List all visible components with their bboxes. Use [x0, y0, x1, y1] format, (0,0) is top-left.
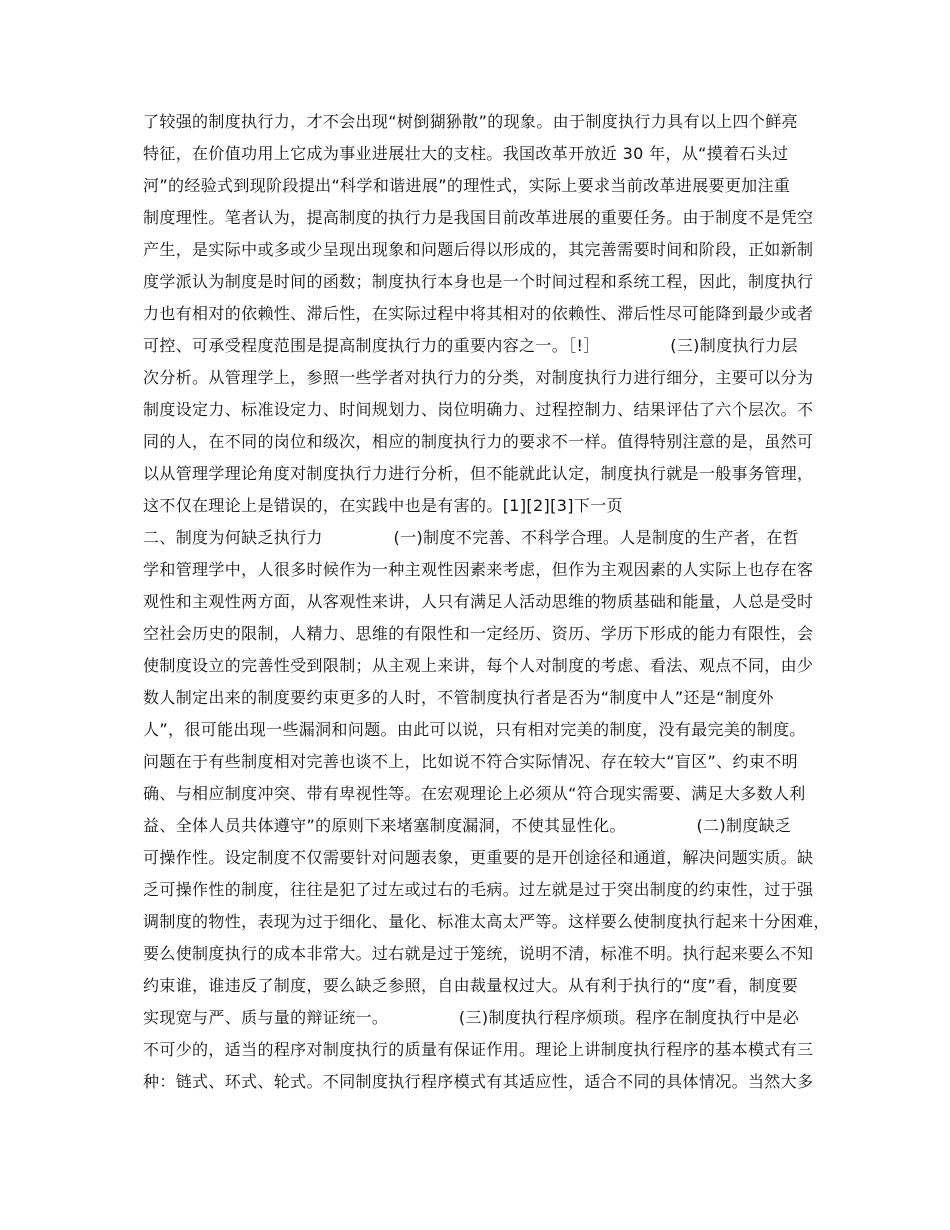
- text-line: 这不仅在理论上是错误的，在实践中也是有害的。[1][2][3]下一页: [143, 496, 623, 515]
- text-line: 实现宽与严、质与量的辩证统一。 (三)制度执行程序烦琐。程序在制度执行中是必: [143, 1008, 800, 1027]
- text-line: 可操作性。设定制度不仅需要针对问题表象，更重要的是开创途径和通道，解决问题实质。缺: [143, 848, 814, 867]
- text-line: 不可少的，适当的程序对制度执行的质量有保证作用。理论上讲制度执行程序的基本模式有三: [143, 1040, 814, 1059]
- text-line: 制度理性。笔者认为，提高制度的执行力是我国目前改革进展的重要任务。由于制度不是凭空: [143, 208, 814, 227]
- text-line: 以从管理学理论角度对制度执行力进行分析，但不能就此认定，制度执行就是一般事务管理，: [143, 464, 814, 483]
- text-line: 特征，在价值功用上它成为事业进展壮大的支柱。我国改革开放近 30 年，从“摸着石头过: [143, 144, 789, 163]
- text-line: 人”，很可能出现一些漏洞和问题。由此可以说，只有相对完美的制度，没有最完美的制度。: [143, 720, 806, 739]
- text-line: 使制度设立的完善性受到限制；从主观上来讲，每个人对制度的考虑、看法、观点不同，由少: [143, 656, 814, 675]
- text-line: 问题在于有些制度相对完善也谈不上，比如说不符合实际情况、存在较大“盲区”、约束不明: [143, 752, 798, 771]
- text-line: 益、全体人员共体遵守”的原则下来堵塞制度漏洞，不使其显性化。 (二)制度缺乏: [143, 816, 792, 835]
- text-line: 数人制定出来的制度要约束更多的人时，不管制度执行者是否为“制度中人”还是“制度外: [143, 688, 774, 707]
- text-line: 约束谁，谁违反了制度，要么缺乏参照，自由裁量权过大。从有利于执行的“度”看，制度要: [143, 976, 798, 995]
- text-line: 观性和主观性两方面，从客观性来讲，人只有满足人活动思维的物质基础和能量，人总是受时: [143, 592, 814, 611]
- text-line: 可控、可承受程度范围是提高制度执行力的重要内容之一。［!］ (三)制度执行力层: [143, 336, 798, 355]
- text-line: 力也有相对的依赖性、滞后性，在实际过程中将其相对的依赖性、滞后性尽可能降到最少或者: [143, 304, 814, 323]
- text-line: 种：链式、环式、轮式。不同制度执行程序模式有其适应性，适合不同的具体情况。当然大多: [143, 1072, 814, 1091]
- text-line: 同的人，在不同的岗位和级次，相应的制度执行力的要求不一样。值得特别注意的是，虽然可: [143, 432, 814, 451]
- text-line: 学和管理学中，人很多时候作为一种主观性因素来考虑，但作为主观因素的人实际上也存在客: [143, 560, 814, 579]
- text-line: 调制度的物性，表现为过于细化、量化、标准太高太严等。这样要么使制度执行起来十分困难，: [143, 912, 830, 931]
- text-line: 了较强的制度执行力，才不会出现“树倒猢狲散”的现象。由于制度执行力具有以上四个鲜亮: [143, 112, 798, 131]
- text-line: 产生，是实际中或多或少呈现出现象和问题后得以形成的，其完善需要时间和阶段，正如新制: [143, 240, 814, 259]
- text-line: 要么使制度执行的成本非常大。过右就是过于笼统，说明不清，标准不明。执行起来要么不知: [143, 944, 814, 963]
- text-line: 河”的经验式到现阶段提出“科学和谐进展”的理性式，实际上要求当前改革进展要更加注重: [143, 176, 791, 195]
- text-line: 度学派认为制度是时间的函数；制度执行本身也是一个时间过程和系统工程，因此，制度执行: [143, 272, 814, 291]
- text-line: 确、与相应制度冲突、带有卑视性等。在宏观理论上必须从“符合现实需要、满足大多数人利: [143, 784, 806, 803]
- text-line: 制度设定力、标准设定力、时间规划力、岗位明确力、过程控制力、结果评估了六个层次。不: [143, 400, 814, 419]
- section-heading-line: 二、制度为何缺乏执行力 (一)制度不完善、不科学合理。人是制度的生产者，在哲: [143, 528, 800, 547]
- text-line: 空社会历史的限制，人精力、思维的有限性和一定经历、资历、学历下形成的能力有限性，会: [143, 624, 814, 643]
- text-line: 次分析。从管理学上，参照一些学者对执行力的分类，对制度执行力进行细分，主要可以分为: [143, 368, 814, 387]
- text-line: 乏可操作性的制度，往往是犯了过左或过右的毛病。过左就是过于突出制度的约束性，过于强: [143, 880, 814, 899]
